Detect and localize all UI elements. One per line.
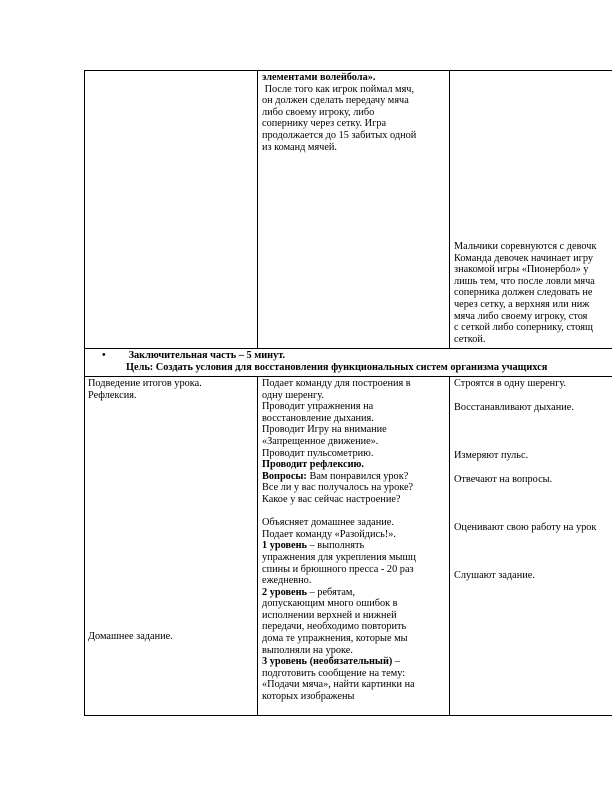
table-left-border-bottom [84,376,85,716]
text-line [262,107,416,119]
text-line [262,645,416,657]
text: «Запрещенное движение». [262,435,379,447]
text-line: лишь тем, что после ловли мяча [454,275,595,287]
text-line [262,448,416,460]
section-top-border [84,348,612,349]
text: передачи, необходимо повторить [262,621,407,633]
text-line [262,130,416,142]
text-line [262,679,416,691]
text: Подает команду «Разойдись!». [262,528,396,540]
text: сопернику через сетку. Игра [262,118,387,130]
text: Проводит упражнения на [262,401,374,413]
text-line [262,459,416,471]
text-line [262,390,416,402]
section-header [88,350,547,373]
text: Какое у вас сейчас настроение? [262,493,401,505]
text-line [262,494,416,506]
student-item-self-evaluation: Оценивают свою работу на урок [454,522,597,533]
text-line [262,72,416,84]
col-divider-2-top [449,70,450,349]
text-line [262,142,416,154]
text-line: мяча либо своему игроку, стоя [454,310,588,322]
text: ежедневно. [262,575,312,587]
text-line [262,517,416,529]
text: из команд мячей. [262,141,338,153]
bold-text: 1 уровень [262,540,307,552]
stage-reflection: Рефлексия. [88,389,137,401]
text: – ребятам, [307,586,356,598]
text: «Подачи мяча», найти картинки на [262,679,415,691]
student-item-lineup: Строятся в одну шеренгу. [454,378,567,389]
text-line [262,529,416,541]
text: Проводит пульсометрию. [262,447,374,459]
text-line: знакомой игры «Пионербол» у [454,264,589,276]
table-top-border [84,70,612,71]
text: допускающим много ошибок в [262,598,398,610]
text: Все ли у вас получалось на уроке? [262,482,414,494]
text-line: с сеткой либо сопернику, стоящ [454,322,593,334]
table-left-border-section [84,348,85,377]
text-line [262,540,416,552]
text: спины и брюшного пресса - 20 раз [262,563,414,575]
text: Подает команду для построения в [262,378,411,389]
text-line [262,413,416,425]
text-line [262,564,416,576]
text-line [262,378,416,390]
bottom-student-activity [454,378,612,581]
text: он должен сделать передачу мяча [262,95,409,107]
section-bottom-border [84,376,612,377]
text-line [262,668,416,680]
text: либо своему игроку, либо [262,106,375,118]
text: восстановление дыхания. [262,412,374,424]
text-line: через сетку, а верхняя или ниж [454,298,590,310]
text-line [262,575,416,587]
text-line: Команда девочек начинает игру [454,252,594,264]
text-line [262,633,416,645]
text: – [392,656,401,668]
text: Объясняет домашнее задание. [262,517,394,529]
text: дома те упражнения, которые мы [262,633,408,645]
text: исполнении верхней и нижней [262,609,397,621]
text-line [262,95,416,107]
text-line [262,598,416,610]
student-item-breathing: Восстанавливают дыхание. [454,402,574,413]
text-line [262,621,416,633]
text: – выполнять [307,540,365,552]
table-left-border-top [84,70,85,349]
section-goal: Цель: Создать условия для восстановления функциональных систем организма учащихся [126,361,548,373]
text: одну шеренгу. [262,389,324,401]
top-teacher-activity [262,72,416,153]
bold-text: 2 уровень [262,586,307,598]
text: упражнения для укрепления мышц [262,551,416,563]
text-line [262,471,416,483]
text: Проводит Игру на внимание [262,424,387,436]
text-line [262,84,416,96]
bold-text: элементами волейбола». [262,72,376,83]
text-line [262,436,416,448]
text-line [262,656,416,668]
section-title: Заключительная часть – 5 минут. [128,350,286,361]
text-line [262,424,416,436]
bullet: • [102,350,106,361]
text-line [262,691,416,703]
text: Вам понравился урок? [306,470,409,482]
text-line [262,552,416,564]
table-bottom-border [84,715,612,716]
text: которых изображены [262,691,355,703]
text: После того как игрок поймал мяч, [262,83,415,95]
text: выполняли на уроке. [262,644,353,656]
text: продолжается до 15 забитых одной [262,129,417,141]
text: подготовить сообщение на тему: [262,667,406,679]
col-divider-1-top [257,70,258,349]
student-item-listen-task: Слушают задание. [454,570,535,581]
bold-text: Проводит рефлексию. [262,459,365,471]
bottom-stage-column [88,378,202,401]
text-line [262,610,416,622]
bottom-teacher-activity [262,378,416,703]
text-line [262,482,416,494]
text-line [262,587,416,599]
text-line [262,118,416,130]
text-line: соперника должен следовать не [454,287,593,299]
student-item-answers: Отвечают на вопросы. [454,474,553,485]
text-line: сеткой. [454,333,486,345]
col-divider-1-bottom [257,376,258,716]
col-divider-2-bottom [449,376,450,716]
student-item-pulse: Измеряют пульс. [454,450,529,461]
text-line [262,506,416,518]
text-line: Мальчики соревнуются с девочк [454,241,597,252]
bold-text: 3 уровень (необязательный) [262,656,393,668]
text-line [262,401,416,413]
stage-summary: Подведение итогов урока. [88,378,202,389]
stage-homework: Домашнее задание. [88,631,173,642]
bold-text: Вопросы: [262,470,307,482]
top-student-activity [454,241,596,345]
